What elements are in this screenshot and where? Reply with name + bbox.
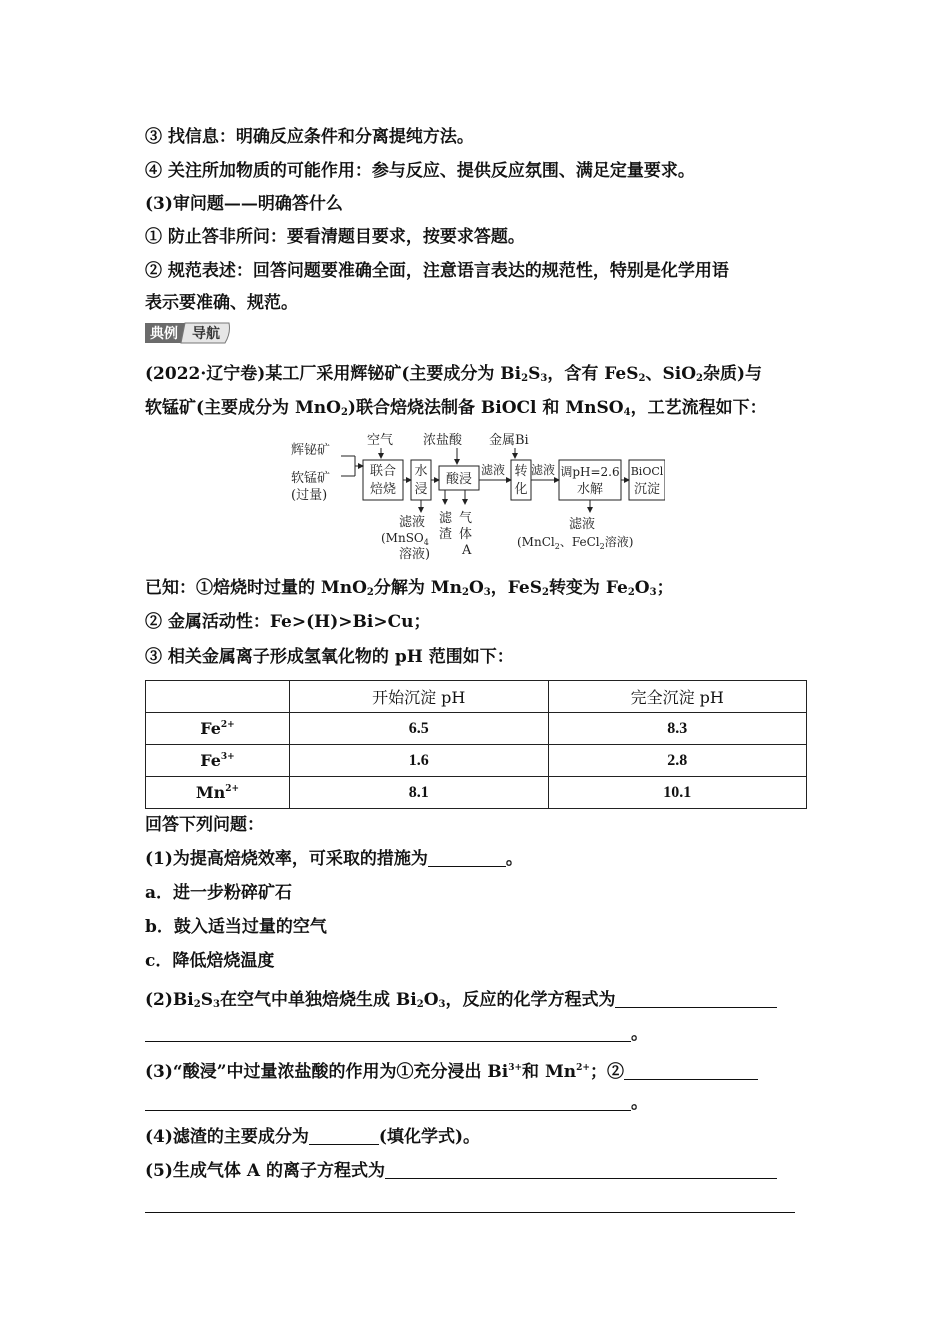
question-4: (4)滤渣的主要成分为 (填化学式)。 xyxy=(145,1127,481,1147)
badge-right: 导航 xyxy=(192,326,220,342)
known-line-3: ③ 相关金属离子形成氢氧化物的 pH 范围如下： xyxy=(145,647,514,667)
text-line: ② 规范表述：回答问题要准确全面，注意语言表达的规范性，特别是化学用语 xyxy=(145,261,729,281)
reagent-air: 空气 xyxy=(367,433,394,448)
question-5: (5)生成气体 A 的离子方程式为 xyxy=(145,1158,777,1184)
ph-table xyxy=(145,680,807,809)
step-hydrolysis-2: 水解 xyxy=(576,482,604,497)
start-ph-cell: 1.6 xyxy=(290,745,549,777)
start-ph-cell: 8.1 xyxy=(290,777,549,809)
filtrate-label-1: 滤液 xyxy=(481,463,506,477)
start-ph-cell: 6.5 xyxy=(290,713,549,745)
input-ore2-note: (过量) xyxy=(291,488,328,503)
table-header-cell xyxy=(146,681,290,713)
end-ph-cell: 2.8 xyxy=(548,745,807,777)
filtrate-label-2: 滤液 xyxy=(531,463,556,477)
ion-cell: $Fe^{3+}$ xyxy=(146,745,290,777)
output-filtrate-3: 溶液) xyxy=(399,547,431,560)
answer-line[interactable] xyxy=(145,1211,795,1213)
question-3-cont: 。 xyxy=(145,1090,648,1116)
step-water-1: 水 xyxy=(414,464,428,479)
table-row xyxy=(146,745,807,777)
problem-line-1: (2022·辽宁卷)某工厂采用辉铋矿(主要成分为 $Bi_2S_3$，含有 FeS$_2$、SiO$_2$杂质)与 xyxy=(145,364,763,384)
option-c: c．降低焙烧温度 xyxy=(145,951,275,971)
output-residue-2: 渣 xyxy=(439,527,453,542)
output-gas-2: 体 xyxy=(459,527,473,542)
questions-intro: 回答下列问题： xyxy=(145,815,264,835)
product-1: BiOCl xyxy=(630,465,664,478)
step-water-2: 浸 xyxy=(414,482,428,497)
output-filtrate-b-2: (MnCl$_2$、FeCl$_2$溶液) xyxy=(517,535,634,551)
table-header-row xyxy=(146,681,807,713)
table-header-cell: 开始沉淀 pH xyxy=(290,681,549,713)
question-3: (3)“酸浸”中过量浓盐酸的作用为①充分浸出 $Bi^{3+}$和 $Mn^{2+}$；② xyxy=(145,1055,758,1085)
answer-blank[interactable] xyxy=(145,1092,631,1111)
process-flow-diagram xyxy=(145,432,665,560)
table-header-cell: 完全沉淀 pH xyxy=(548,681,807,713)
input-ore1: 辉铋矿 xyxy=(291,443,331,458)
known-line-2: ② 金属活动性：Fe>(H)>Bi>Cu； xyxy=(145,612,431,632)
step-acid: 酸浸 xyxy=(445,472,473,487)
text-line: ④ 关注所加物质的可能作用：参与反应、提供反应氛围、满足定量要求。 xyxy=(145,161,695,181)
product-2: 沉淀 xyxy=(633,482,661,497)
table-row xyxy=(146,777,807,809)
text-line: ③ 找信息：明确反应条件和分离提纯方法。 xyxy=(145,127,474,147)
option-a: a．进一步粉碎矿石 xyxy=(145,883,293,903)
answer-blank[interactable] xyxy=(624,1061,758,1080)
step-convert-1: 转 xyxy=(514,464,528,479)
answer-blank[interactable] xyxy=(309,1126,379,1145)
example-guide-badge xyxy=(145,321,231,345)
output-gas-1: 气 xyxy=(459,511,473,526)
answer-blank[interactable] xyxy=(615,989,777,1008)
text-line: (3)审问题——明确答什么 xyxy=(145,194,343,214)
step-convert-2: 化 xyxy=(514,482,528,497)
answer-blank[interactable] xyxy=(428,848,506,867)
output-filtrate-2: (MnSO$_4$ xyxy=(381,531,429,547)
output-gas-3: A xyxy=(462,543,472,558)
step-roast-2: 焙烧 xyxy=(369,482,397,497)
text-line: ① 防止答非所问：要看清题目要求，按要求答题。 xyxy=(145,227,525,247)
reagent-hcl: 浓盐酸 xyxy=(423,433,463,448)
reagent-bi: 金属Bi xyxy=(489,433,529,448)
end-ph-cell: 10.1 xyxy=(548,777,807,809)
question-2: $(2)Bi_2S_3$在空气中单独焙烧生成 $Bi_2O_3$，反应的化学方程式为 xyxy=(145,987,777,1018)
table-row xyxy=(146,713,807,745)
output-filtrate-b: 滤液 xyxy=(569,517,596,532)
question-2-cont: 。 xyxy=(145,1021,648,1047)
answer-blank[interactable] xyxy=(385,1160,777,1179)
question-1: (1)为提高焙烧效率，可采取的措施为 。 xyxy=(145,849,523,869)
text-line: 表示要准确、规范。 xyxy=(145,293,298,313)
ion-cell: $Fe^{2+}$ xyxy=(146,713,290,745)
step-hydrolysis-1: 调pH=2.6 xyxy=(560,465,620,479)
known-line-1: 已知：①焙烧时过量的 MnO$_2$分解为 $Mn_2O_3$，FeS$_2$转变为 $Fe_2O_3$； xyxy=(145,578,674,598)
ion-cell: $Mn^{2+}$ xyxy=(146,777,290,809)
output-residue-1: 滤 xyxy=(439,511,453,526)
input-ore2: 软锰矿 xyxy=(291,471,331,486)
step-roast-1: 联合 xyxy=(369,464,397,479)
answer-blank[interactable] xyxy=(145,1023,631,1042)
output-filtrate: 滤液 xyxy=(399,515,426,530)
end-ph-cell: 8.3 xyxy=(548,713,807,745)
badge-left: 典例 xyxy=(150,326,178,342)
option-b: b．鼓入适当过量的空气 xyxy=(145,917,327,937)
problem-line-2: 软锰矿(主要成分为 MnO$_2$)联合焙烧法制备 BiOCl 和 MnSO$_4$，工艺流程如下： xyxy=(145,398,767,418)
